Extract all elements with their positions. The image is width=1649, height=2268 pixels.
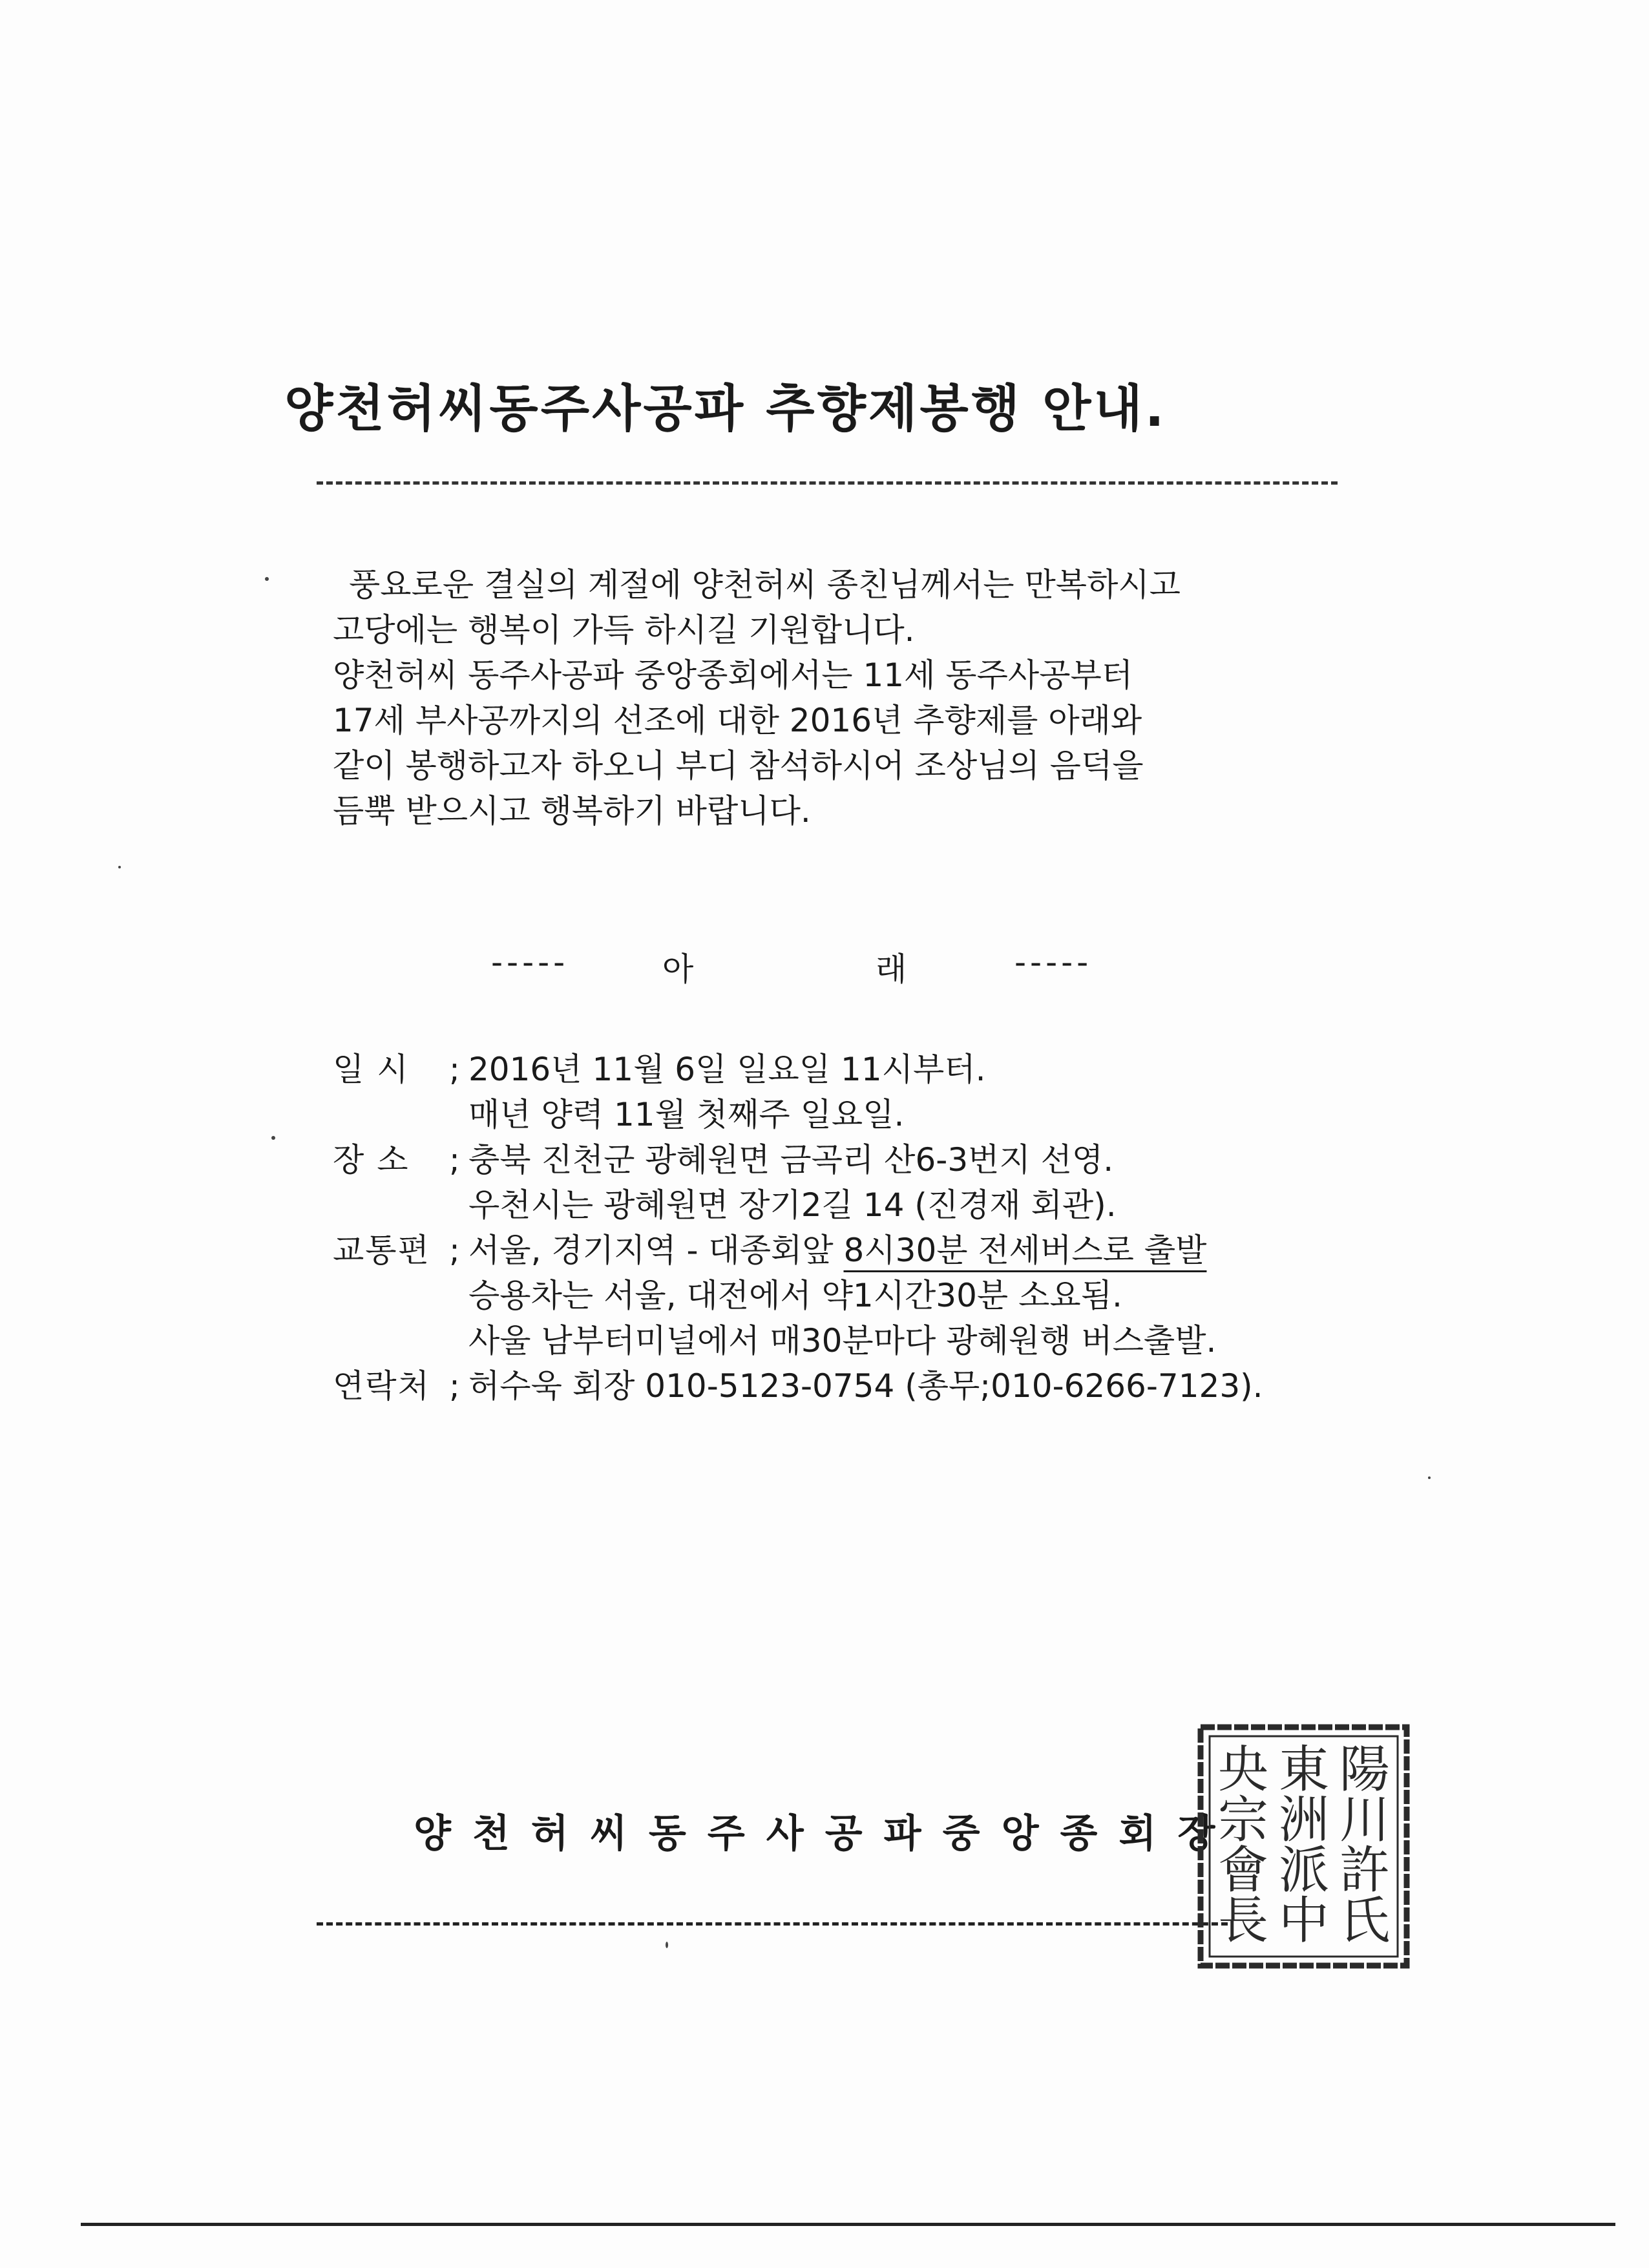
date-note-row: [333, 1092, 1263, 1137]
separator: ;: [449, 1367, 460, 1405]
transport-row: [333, 1228, 1263, 1273]
below-dash-right: -----: [1014, 943, 1093, 981]
scan-speck: [265, 577, 269, 581]
page-bottom-rule: [81, 2223, 1615, 2226]
organization-signature: 양천허씨동주사공파중앙종회장: [414, 1811, 1237, 1856]
place-note: 우천시는 광혜원면 장기2길 14 (진경재 회관).: [468, 1186, 1117, 1224]
contact-value: 허수욱 회장 010-5123-0754 (총무;010-6266-7123).: [468, 1367, 1263, 1405]
scan-speck: [666, 1942, 668, 1948]
separator: ;: [449, 1141, 460, 1179]
transport-value: [468, 1228, 1206, 1273]
transport-label: 교통편: [333, 1232, 430, 1269]
transport-note-row: [333, 1318, 1263, 1363]
scan-speck: [118, 866, 121, 868]
place-note-row: [333, 1182, 1263, 1228]
below-char-r: 래: [876, 950, 907, 988]
intro-line: 듬뿍 받으시고 행복하기 바랍니다.: [333, 792, 811, 830]
scan-speck: [271, 1136, 275, 1140]
event-details: [333, 1047, 1263, 1409]
below-dash-left: -----: [491, 943, 569, 981]
seal-glyph: 氏: [1339, 1892, 1391, 1950]
separator: ;: [449, 1051, 460, 1088]
seal-glyph: 川: [1339, 1791, 1391, 1849]
intro-line: 풍요로운 결실의 계절에 양천허씨 종친님께서는 만복하시고: [349, 566, 1181, 604]
date-label: 일 시: [333, 1051, 410, 1088]
contact-row: [333, 1363, 1263, 1409]
scan-speck: [1428, 1476, 1431, 1479]
seal-glyph: 長: [1217, 1892, 1269, 1950]
place-value: 충북 진천군 광혜원면 금곡리 산6-3번지 선영.: [468, 1141, 1114, 1179]
seal-glyph: 宗: [1217, 1791, 1269, 1849]
intro-line: 17세 부사공까지의 선조에 대한 2016년 추향제를 아래와: [333, 702, 1142, 739]
transport-prefix: 서울, 경기지역 - 대종회앞: [468, 1232, 844, 1269]
signature-dashed-rule: [317, 1922, 1228, 1926]
seal-glyph: 中: [1278, 1892, 1330, 1950]
seal-glyph: 洲: [1278, 1791, 1330, 1849]
transport-note-car: 승용차는 서울, 대전에서 약1시간30분 소요됨.: [468, 1277, 1122, 1314]
seal-glyph: 央: [1217, 1741, 1269, 1799]
transport-note-bus: 사울 남부터미널에서 매30분마다 광혜원행 버스출발.: [468, 1322, 1217, 1360]
below-heading: [0, 943, 1649, 995]
separator: ;: [449, 1232, 460, 1269]
transport-highlight: 8시30분 전세버스로 출발: [843, 1232, 1207, 1269]
seal-glyph: 東: [1278, 1741, 1330, 1799]
title-dashed-rule: [317, 481, 1338, 485]
transport-note-row: [333, 1273, 1263, 1318]
seal-glyph: 派: [1278, 1842, 1330, 1900]
below-char-a: 아: [662, 950, 694, 988]
seal-glyph: 會: [1217, 1842, 1269, 1900]
date-note: 매년 양력 11월 첫째주 일요일.: [468, 1096, 905, 1133]
seal-glyph: 許: [1339, 1842, 1391, 1900]
intro-line: 같이 봉행하고자 하오니 부디 참석하시어 조상님의 음덕을: [333, 747, 1144, 784]
date-value: 2016년 11월 6일 일요일 11시부터.: [468, 1051, 986, 1088]
seal-glyph: 陽: [1339, 1741, 1391, 1799]
intro-line: 고당에는 행복이 가득 하시길 기원합니다.: [333, 611, 915, 649]
document-title: 양천허씨동주사공파 추향제봉행 안내.: [284, 380, 1167, 438]
official-seal-stamp: [1195, 1722, 1412, 1971]
intro-paragraph: [333, 562, 1181, 834]
date-row: [333, 1047, 1263, 1092]
place-label: 장 소: [333, 1141, 410, 1179]
intro-line: 양천허씨 동주사공파 중앙종회에서는 11세 동주사공부터: [333, 656, 1133, 694]
contact-label: 연락처: [333, 1367, 430, 1405]
place-row: [333, 1137, 1263, 1182]
